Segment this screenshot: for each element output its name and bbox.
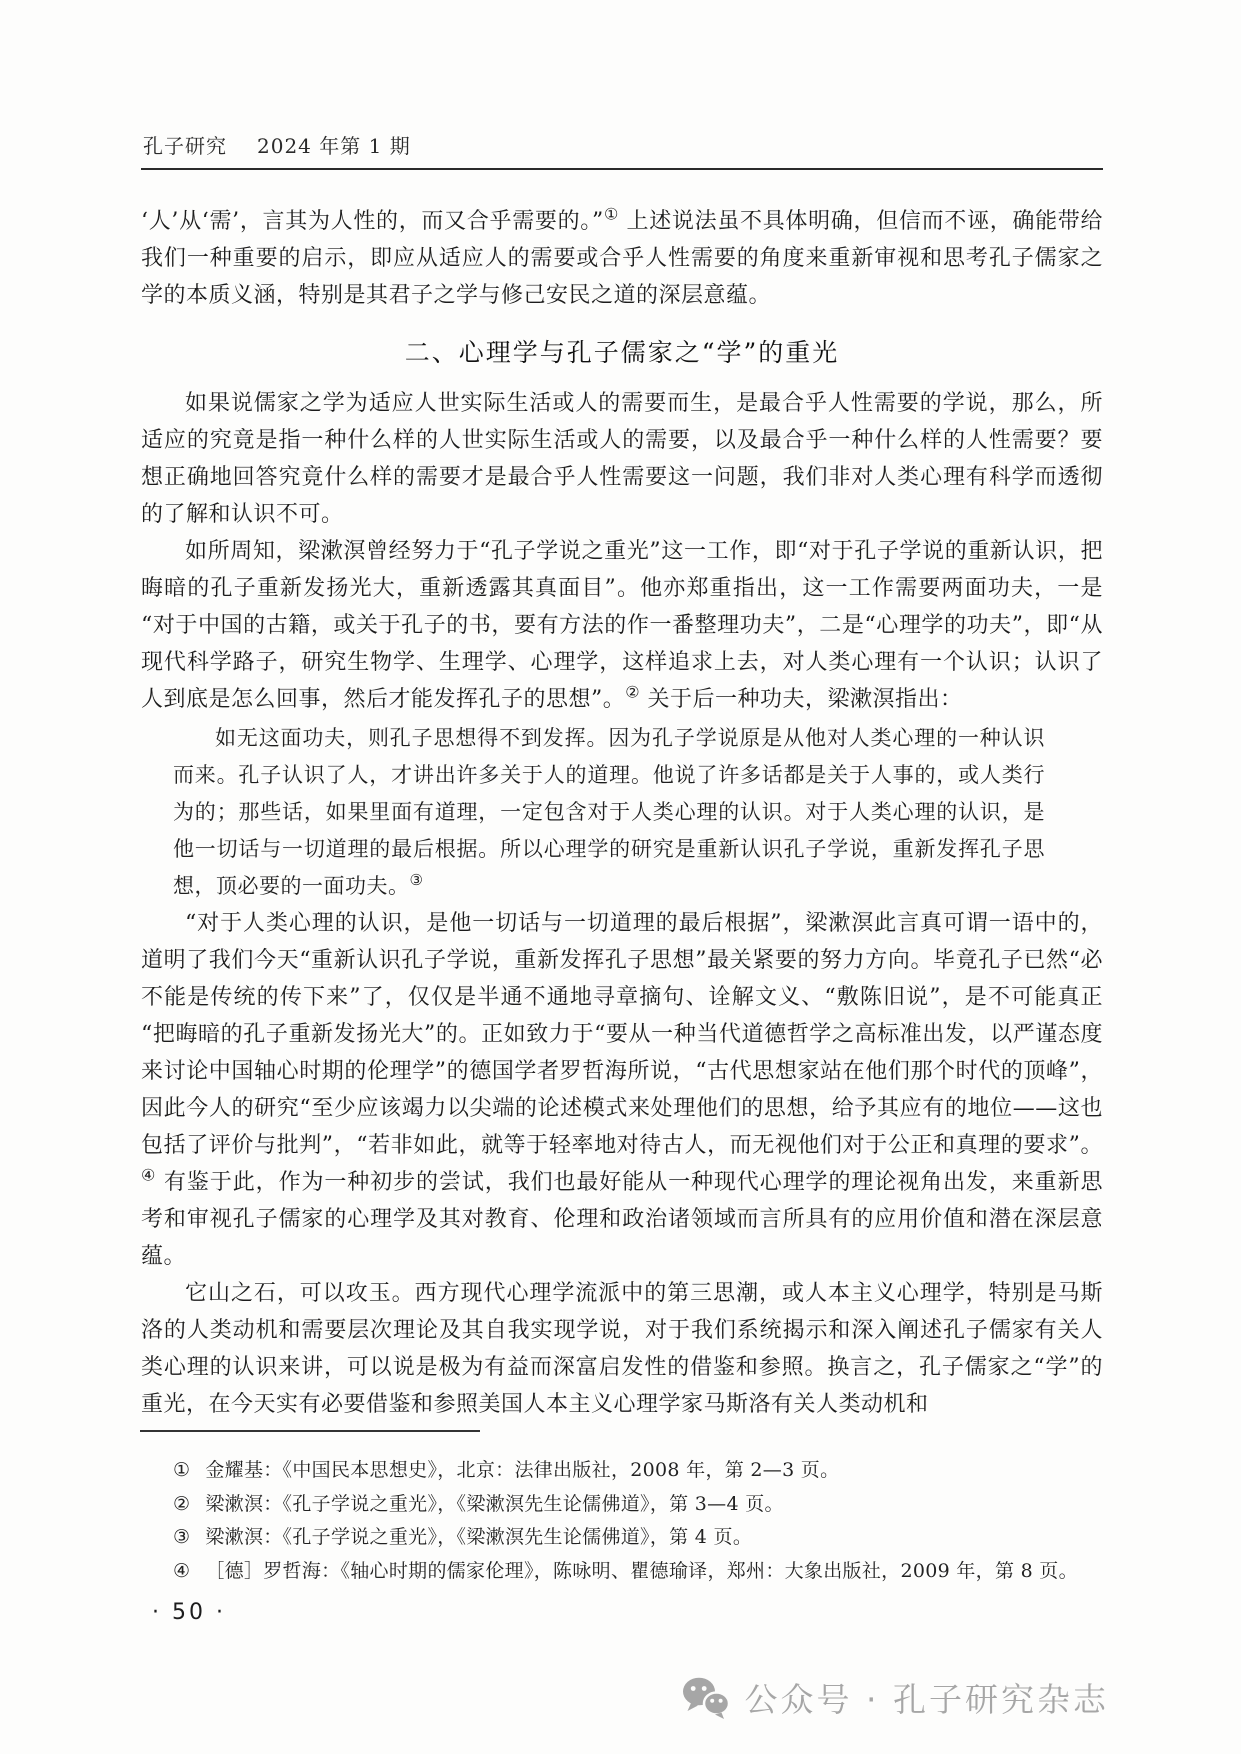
- footnote-text: 梁漱溟：《孔子学说之重光》，《梁漱溟先生论儒佛道》，第 4 页。: [205, 1526, 753, 1548]
- section-heading: 二、心理学与孔子儒家之“学”的重光: [404, 338, 840, 367]
- paragraph-text: 有鉴于此，作为一种初步的尝试，我们也最好能从一种现代心理学的理论视角出发，来重新思考和审视孔子儒家的心理学及其对教育、伦理和政治诸领域而言所具有的应用价值和潜在深层意蕴。: [141, 1170, 1103, 1269]
- paragraph-text: ‘人’从‘需’，言其为人性的，而又合乎需要的。”: [141, 209, 604, 234]
- journal-issue: 2024 年第 1 期: [257, 134, 411, 158]
- footnote-text: 梁漱溟：《孔子学说之重光》，《梁漱溟先生论儒佛道》，第 3—4 页。: [205, 1492, 784, 1515]
- paragraph-text: 上述说法虽不具体明确，但信而不诬，确能带给我们一种重要的启示，即应从适应人的需要或合乎人性需要的角度来重新审视和思考孔子儒家之学的本质义涵，特别是其君子之学与修己安民之道的深层意蕴。: [141, 209, 1103, 308]
- paragraph-continuation: [141, 203, 1103, 314]
- footnote-marker: ②: [173, 1492, 191, 1515]
- footnote-item: [140, 1521, 1113, 1555]
- page-header: [141, 0, 1103, 170]
- footnote-item: [140, 1488, 1113, 1522]
- journal-title: 孔子研究: [143, 134, 227, 158]
- footnote-item: [140, 1454, 1113, 1488]
- footnote-text: 金耀基：《中国民本思想史》，北京：法律出版社，2008 年，第 2—3 页。: [205, 1459, 840, 1481]
- running-head: [141, 130, 1103, 159]
- footnote-marker: ④: [173, 1559, 191, 1582]
- footnote-ref-1: ①: [603, 204, 619, 224]
- paragraph: [141, 905, 1103, 1275]
- block-quote: [173, 720, 1045, 905]
- watermark: [680, 1674, 1109, 1721]
- footnote-rule: [140, 1430, 480, 1432]
- footnote-marker: ③: [173, 1526, 191, 1548]
- paragraph: 如果说儒家之学为适应人世实际生活或人的需要而生，是最合乎人性需要的学说，那么，所适应的究竟是指一种什么样的人世实际生活或人的需要，以及最合乎一种什么样的人性需要？要想正确地回答究竟什么样的需要才是最合乎人性需要这一问题，我们非对人类心理有科学而透彻的了解和认识不可。: [141, 391, 1103, 527]
- footnote-section: [140, 1430, 1113, 1588]
- paragraph: [141, 533, 1103, 718]
- header-rule: [141, 168, 1103, 170]
- paragraph-text: 如所周知，梁漱溟曾经努力于“孔子学说之重光”这一工作，即“对于孔子学说的重新认识，把晦暗的孔子重新发扬光大，重新透露其真面目”。他亦郑重指出，这一工作需要两面功夫，一是“对于中国的古籍，或关于孔子的书，要有方法的作一番整理功夫”，二是“心理学的功夫”，即“从现代科学路子，研究生物学、生理学、心理学，这样追求上去，对人类心理有一个认识；认识了人到底是怎么回事，然后才能发挥孔子的思想”。: [141, 539, 1103, 712]
- paragraph: 它山之石，可以攻玉。西方现代心理学流派中的第三思潮，或人本主义心理学，特别是马斯洛的人类动机和需要层次理论及其自我实现学说，对于我们系统揭示和深入阐述孔子儒家有关人类心理的认识来讲，可以说是极为有益而深富启发性的借鉴和参照。换言之，孔子儒家之“学”的重光，在今天实有必要借鉴和参照美国人本主义心理学家马斯洛有关人类动机和: [141, 1281, 1103, 1417]
- paragraph-text: “对于人类心理的认识，是他一切话与一切道理的最后根据”，梁漱溟此言真可谓一语中的，道明了我们今天“重新认识孔子学说，重新发挥孔子思想”最关紧要的努力方向。毕竟孔子已然“必不能是传统的传下来”了，仅仅是半通不通地寻章摘句、诠解文义、“敷陈旧说”，是不可能真正“把晦暗的孔子重新发扬光大”的。正如致力于“要从一种当代道德哲学之高标准出发，以严谨态度来讨论中国轴心时期的伦理学”的德国学者罗哲海所说，“古代思想家站在他们那个时代的顶峰”，因此今人的研究“至少应该竭力以尖端的论述模式来处理他们的思想，给予其应有的地位——这也包括了评价与批判”，“若非如此，就等于轻率地对待古人，而无视他们对于公正和真理的要求”。: [141, 911, 1103, 1158]
- quote-text: 如无这面功夫，则孔子思想得不到发挥。因为孔子学说原是从他对人类心理的一种认识而来。孔子认识了人，才讲出许多关于人的道理。他说了许多话都是关于人事的，或人类行为的；那些话，如果里面有道理，一定包含对于人类心理的认识。对于人类心理的认识，是他一切话与一切道理的最后根据。所以心理学的研究是重新认识孔子学说，重新发挥孔子思想，顶必要的一面功夫。: [173, 726, 1045, 898]
- watermark-text: 公众号 · 孔子研究杂志: [744, 1680, 1109, 1719]
- footnote-ref-4: ④: [141, 1165, 157, 1185]
- page-number: · 50 ·: [152, 1600, 226, 1625]
- article-body: [141, 203, 1103, 1423]
- footnote-marker: ①: [173, 1459, 191, 1481]
- footnote-ref-2: ②: [625, 682, 640, 702]
- wechat-icon: [680, 1676, 732, 1720]
- footnote-item: [140, 1555, 1113, 1589]
- paragraph-text: 关于后一种功夫，梁漱溟指出：: [647, 687, 963, 712]
- footnote-ref-3: ③: [409, 871, 424, 889]
- footnote-text: ［德］罗哲海：《轴心时期的儒家伦理》，陈咏明、瞿德瑜译，郑州：大象出版社，2009 年，第 8 页。: [205, 1559, 1078, 1582]
